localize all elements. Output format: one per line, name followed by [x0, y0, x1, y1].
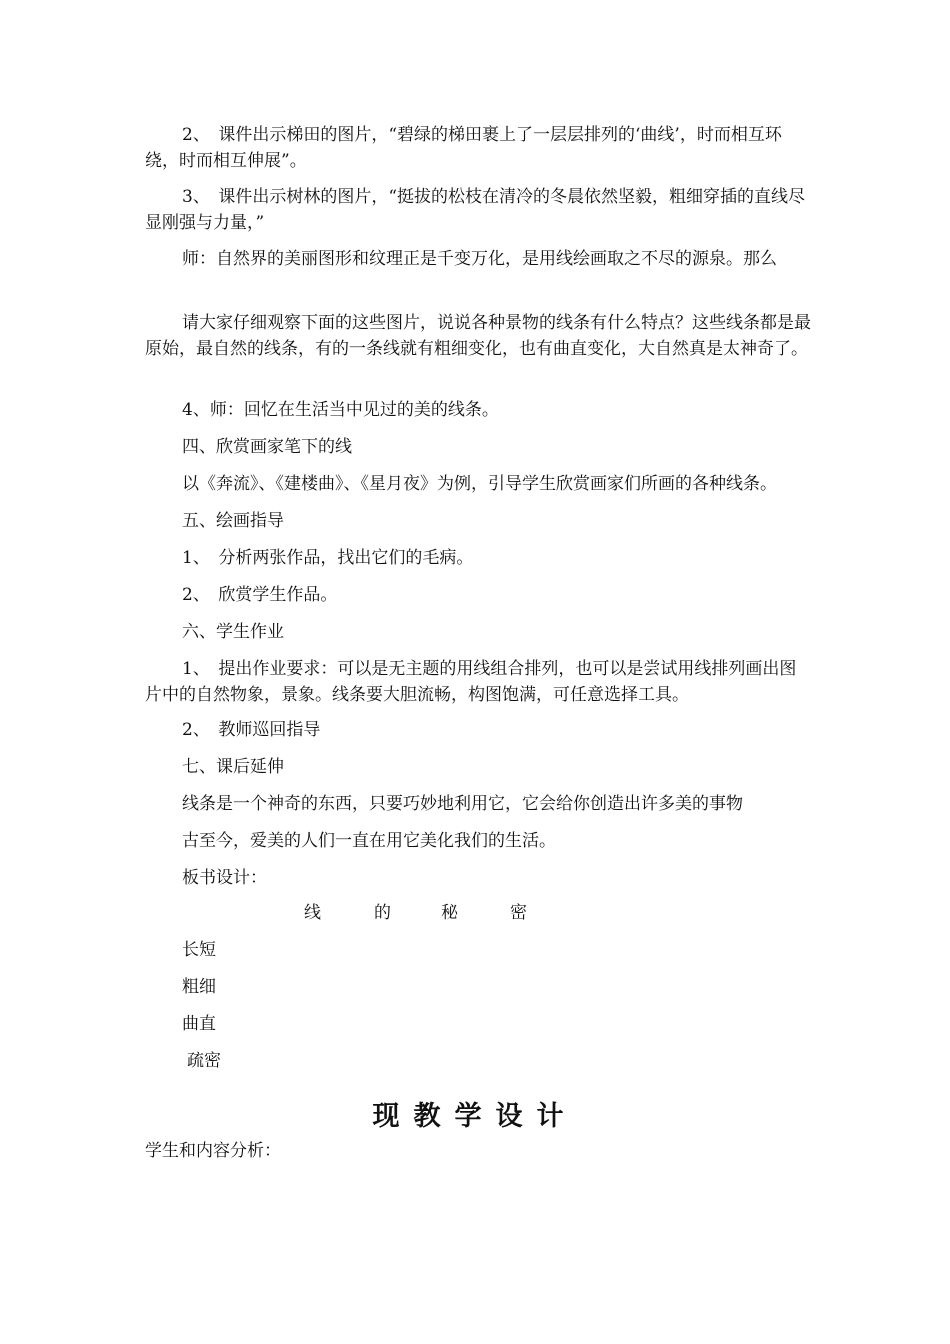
- board-title-char: 线: [304, 903, 321, 923]
- paragraph-observe: 请大家仔细观察下面的这些图片，说说各种景物的线条有什么特点？这些线条都是最原始，最自然的线条，有的一条线就有粗细变化，也有曲直变化，大自然真是太神奇了。: [145, 313, 811, 359]
- heading-extension: 七、课后延伸: [182, 757, 284, 777]
- line-recall: 4、师：回忆在生活当中见过的美的线条。: [182, 400, 499, 420]
- line-examples: 以《奔流》、《建楼曲》、《星月夜》为例，引导学生欣赏画家们所画的各种线条。: [182, 474, 777, 494]
- board-item: 疏密: [187, 1051, 221, 1071]
- label-board-design: 板书设计：: [182, 868, 267, 888]
- section-subhead: 学生和内容分析：: [145, 1141, 281, 1161]
- line-analyze: 1、 分析两张作品，找出它们的毛病。: [182, 548, 474, 568]
- line-magic: 线条是一个神奇的东西，只要巧妙地利用它，它会给你创造出许多美的事物: [182, 794, 743, 814]
- board-title-char: 密: [510, 903, 527, 923]
- board-item: 曲直: [182, 1014, 216, 1034]
- board-title: [304, 900, 527, 926]
- line-beauty: 古至今，爱美的人们一直在用它美化我们的生活。: [182, 831, 556, 851]
- line-student-works: 2、 欣赏学生作品。: [182, 585, 338, 605]
- section-title: 现教学设计: [372, 1101, 578, 1132]
- heading-guidance: 五、绘画指导: [182, 511, 284, 531]
- paragraph-requirements: 1、 提出作业要求：可以是无主题的用线组合排列，也可以是尝试用线排列画出图片中的自然物象，景象。线条要大胆流畅，构图饱满，可任意选择工具。: [145, 659, 797, 705]
- paragraph-terraces: 2、 课件出示梯田的图片，“碧绿的梯田裹上了一层层排列的‘曲线’，时而相互环绕，时而相互伸展”。: [145, 125, 782, 171]
- paragraph-teacher-nature: 师：自然界的美丽图形和纹理正是千变万化，是用线绘画取之不尽的源泉。那么: [182, 249, 777, 269]
- line-teacher-patrol: 2、 教师巡回指导: [182, 720, 321, 740]
- board-item: 粗细: [182, 977, 216, 997]
- board-title-char: 秘: [441, 903, 458, 923]
- heading-homework: 六、学生作业: [182, 622, 284, 642]
- paragraph-pines: 3、 课件出示树林的图片，“挺拔的松枝在清冷的冬晨依然坚毅，粗细穿插的直线尽显刚强与力量，”: [145, 187, 806, 233]
- board-title-char: 的: [374, 903, 391, 923]
- heading-appreciate: 四、欣赏画家笔下的线: [182, 437, 352, 457]
- board-item: 长短: [182, 940, 216, 960]
